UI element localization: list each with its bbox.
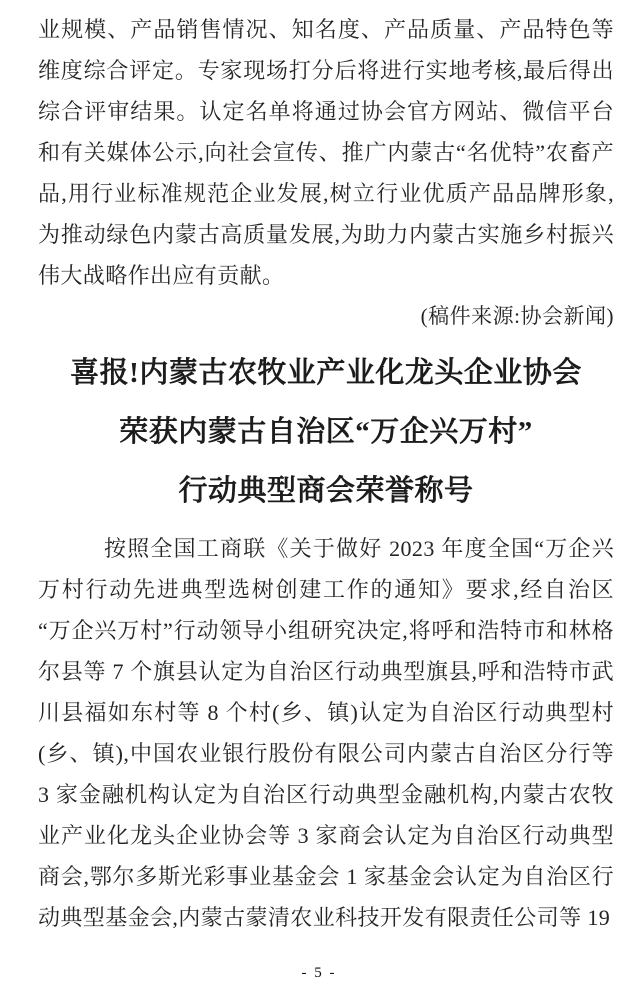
article2-title-line-1: 喜报!内蒙古农牧业产业化龙头企业协会 (70, 357, 582, 389)
article2-paragraph: 按照全国工商联《关于做好 2023 年度全国“万企兴万村行动先进典型选树创建工作的通知》要求,经自治区“万企兴万村”行动领导小组研究决定,将呼和浩特市和林格尔县等 7 个旗县认定为自治区行动典型旗县,呼和浩特市武川县福如东村等 8 个村(乡、镇)认定为自治区行动典型村(乡、镇),中国农业银行股份有限公司内蒙古自治区分行等 3 家金融机构认定为自治区行动典型金融机构,内蒙古农牧业产业化龙头企业协会等 3 家商会认定为自治区行动典型商会,鄂尔多斯光彩事业基金会 1 家基金会认定为自治区行动典型基金会,内蒙古蒙清农业科技开发有限责任公司等 19 (38, 536, 614, 930)
article2-title (38, 344, 614, 521)
page-content (38, 9, 614, 938)
page-number: - 5 - (301, 965, 337, 981)
article2-title-line-3: 行动典型商会荣誉称号 (178, 475, 474, 507)
article2-title-line-2: 荣获内蒙古自治区“万企兴万村” (119, 416, 533, 448)
article1-paragraph: 业规模、产品销售情况、知名度、产品质量、产品特色等维度综合评定。专家现场打分后将进行实地考核,最后得出综合评审结果。认定名单将通过协会官方网站、微信平台和有关媒体公示,向社会宣传、推广内蒙古“名优特”农畜产品,用行业标准规范企业发展,树立行业优质产品品牌形象,为推动绿色内蒙古高质量发展,为助力内蒙古实施乡村振兴伟大战略作出应有贡献。 (38, 17, 614, 288)
article1-source-note: (稿件来源:协会新闻) (420, 304, 614, 328)
